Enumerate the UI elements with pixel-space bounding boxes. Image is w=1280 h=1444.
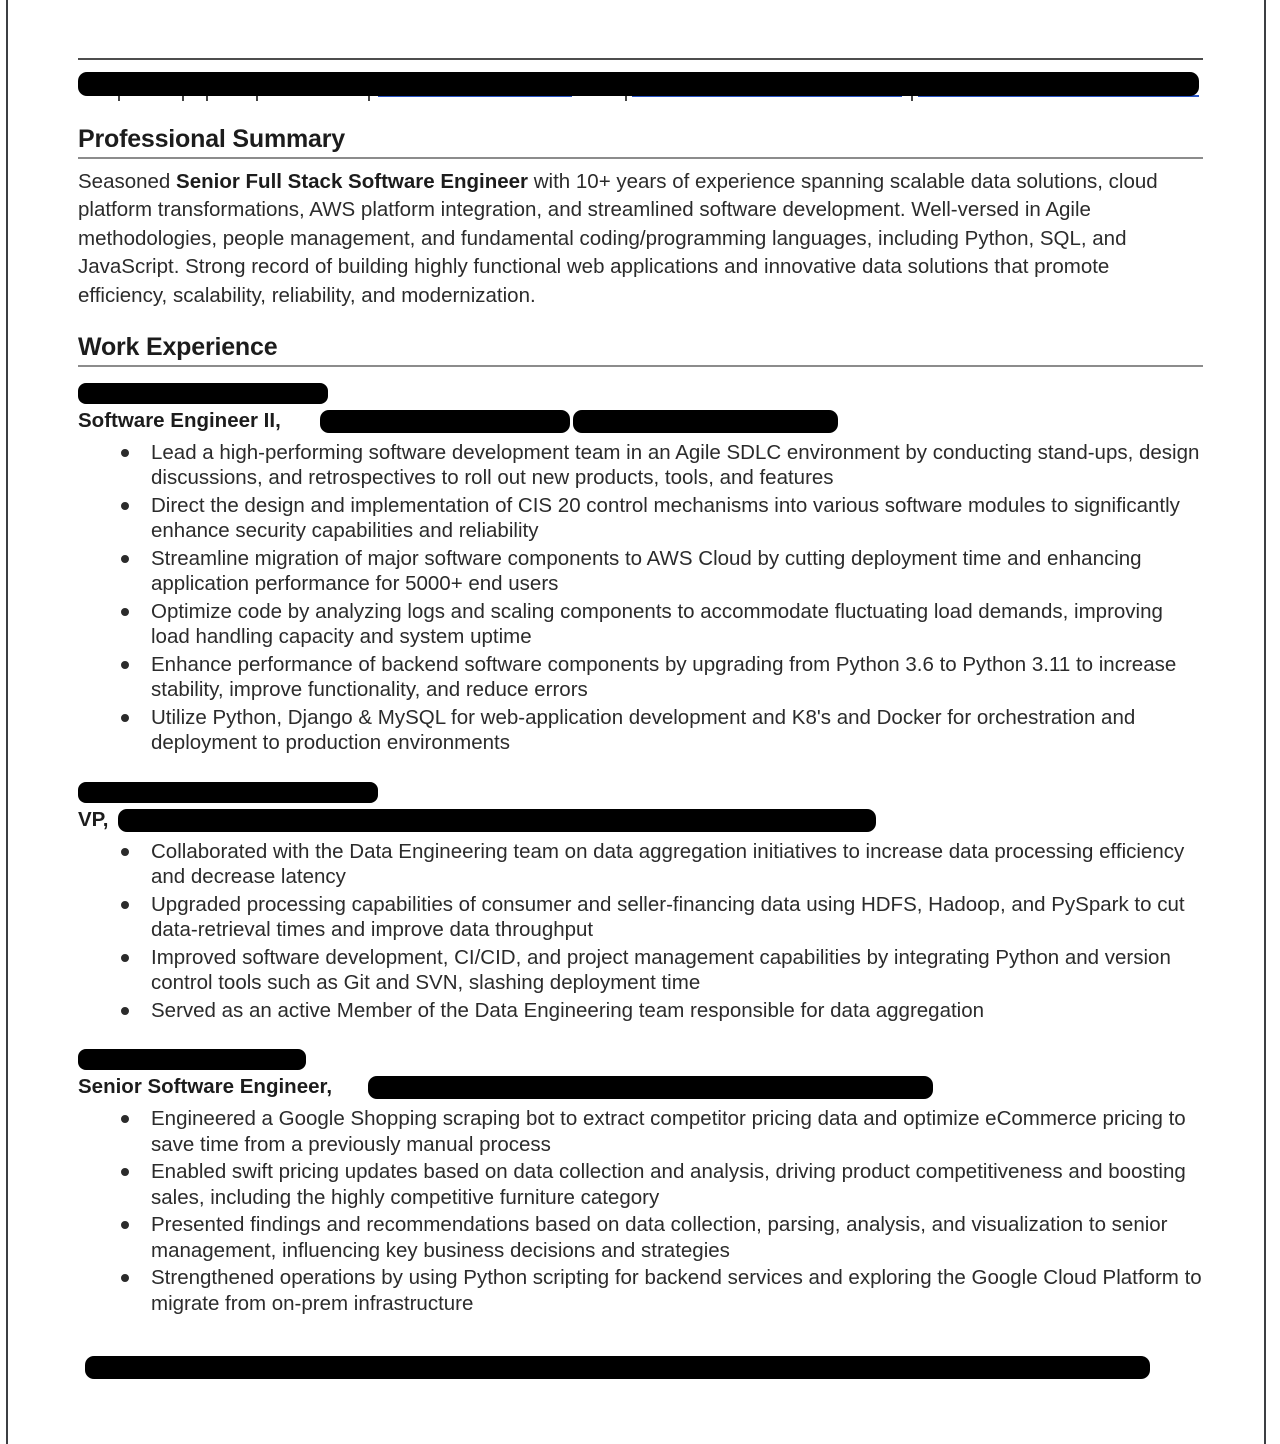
- section-rule: [78, 157, 1203, 159]
- section-work-experience: [78, 334, 1203, 1386]
- job-bullet: Strengthened operations by using Python scripting for backend services and exploring the Google Cloud Platform to migrate from on-prem infrastructure: [78, 1265, 1203, 1316]
- job-bullet-list: [78, 1106, 1203, 1316]
- job-bullet: Presented findings and recommendations based on data collection, parsing, analysis, and visualization to senior management, influencing key business decisions and strategies: [78, 1212, 1203, 1263]
- job-company-meta-row: [78, 383, 1203, 406]
- summary-part-1: Seasoned: [78, 169, 177, 193]
- section-heading-work-experience: Work Experience: [78, 333, 278, 361]
- job-bullet: Lead a high-performing software development team in an Agile SDLC environment by conducting stand-ups, design discussions, and retrospectives to roll out new products, tools, and features: [78, 440, 1203, 491]
- job-bullet-list: [78, 839, 1203, 1024]
- job-title-row: [78, 807, 1203, 835]
- job-dates-redaction: [573, 410, 838, 433]
- contact-info-redaction: [78, 72, 1199, 96]
- page-border-right: [1264, 0, 1266, 1444]
- job-company-meta-row: [78, 1049, 1203, 1072]
- job-bullet: Enabled swift pricing updates based on data collection and analysis, driving product competitiveness and boosting sales, including the highly competitive furniture category: [78, 1159, 1203, 1210]
- job-company-meta-row: [78, 782, 1203, 805]
- section-professional-summary: [78, 126, 1203, 310]
- job-title-row: [78, 408, 1203, 436]
- candidate-name-redaction: [78, 24, 286, 55]
- job-bullet: Engineered a Google Shopping scraping bot to extract competitor pricing data and optimize eCommerce pricing to save time from a previously manual process: [78, 1106, 1203, 1157]
- job-bullet: Served as an active Member of the Data Engineering team responsible for data aggregation: [78, 998, 1203, 1024]
- footer-content-redaction: [85, 1356, 1150, 1379]
- job-entry: [78, 782, 1203, 1024]
- summary-part-2: with 10+ years of experience spanning scalable data solutions, cloud platform transformations, AWS platform integration, and streamlined software development. Well-versed in Agile methodologies, people management, and fundamental coding/programming languages, including Python, SQL, and JavaScript. Strong record of building highly functional web applications and innovative data solutions that promote efficiency, scalability, reliability, and modernization.: [78, 169, 1158, 307]
- header-rule: [78, 58, 1203, 60]
- job-company-meta-redaction: [78, 1049, 306, 1070]
- footer-redaction-row: [78, 1356, 1203, 1386]
- job-bullet: Direct the design and implementation of CIS 20 control mechanisms into various software modules to significantly enhance security capabilities and reliability: [78, 493, 1203, 544]
- job-company-redaction: [368, 1076, 933, 1099]
- section-heading-professional-summary: Professional Summary: [78, 125, 345, 153]
- section-rule: [78, 365, 1203, 367]
- job-entry: [78, 383, 1203, 756]
- identity-header: [78, 0, 1203, 102]
- job-company-redaction: [118, 809, 876, 832]
- job-bullet: Improved software development, CI/CID, and project management capabilities by integrating Python and version control tools such as Git and SVN, slashing deployment time: [78, 945, 1203, 996]
- job-company-meta-redaction: [78, 782, 378, 803]
- job-title-row: [78, 1074, 1203, 1102]
- job-title: Senior Software Engineer,: [78, 1075, 333, 1098]
- document-content: [78, 0, 1203, 1386]
- job-entry: [78, 1049, 1203, 1316]
- professional-summary-text: [78, 168, 1188, 311]
- job-title: Software Engineer II,: [78, 408, 281, 432]
- job-bullet: Enhance performance of backend software components by upgrading from Python 3.6 to Python 3.11 to increase stability, improve functionality, and reduce errors: [78, 652, 1203, 703]
- job-bullet-list: [78, 440, 1203, 756]
- job-company-redaction: [320, 410, 570, 433]
- page-border-left: [6, 0, 8, 1444]
- job-bullet: Upgraded processing capabilities of consumer and seller-financing data using HDFS, Hadoop, and PySpark to cut data-retrieval times and improve data throughput: [78, 892, 1203, 943]
- job-bullet: Streamline migration of major software components to AWS Cloud by cutting deployment time and enhancing application performance for 5000+ end users: [78, 546, 1203, 597]
- job-company-meta-redaction: [78, 383, 328, 404]
- job-bullet: Utilize Python, Django & MySQL for web-application development and K8's and Docker for orchestration and deployment to production environments: [78, 705, 1203, 756]
- job-bullet: Optimize code by analyzing logs and scaling components to accommodate fluctuating load demands, improving load handling capacity and system uptime: [78, 599, 1203, 650]
- summary-role-emphasis: Senior Full Stack Software Engineer: [176, 169, 529, 193]
- contact-info-row: [78, 68, 1203, 102]
- job-bullet: Collaborated with the Data Engineering team on data aggregation initiatives to increase data processing efficiency and decrease latency: [78, 839, 1203, 890]
- candidate-name-row: [78, 22, 1203, 56]
- job-title: VP,: [78, 807, 109, 831]
